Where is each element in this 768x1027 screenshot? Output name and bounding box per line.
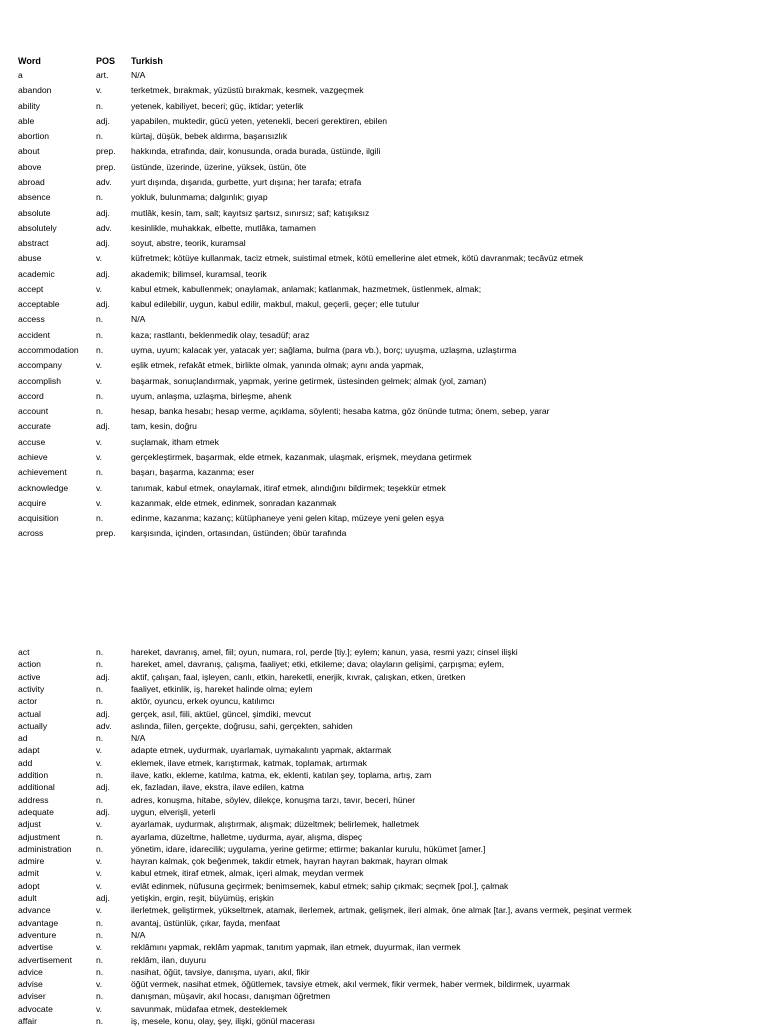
table-row <box>0 818 768 830</box>
turkish-cell: tanımak, kabul etmek, onaylamak, itiraf etmek, alındığını bildirmek; teşekkür etmek <box>131 482 446 493</box>
turkish-cell: karşısında, içinden, ortasından, üstünden; öbür tarafında <box>131 528 347 539</box>
pos-cell: adj. <box>96 893 110 903</box>
pos-cell: v. <box>96 497 103 508</box>
pos-cell: n. <box>96 329 104 340</box>
word-cell: ad <box>18 733 28 744</box>
turkish-cell: kaza; rastlantı, beklenmedik olay, tesadüf; araz <box>131 329 310 340</box>
word-cell: advocate <box>18 1003 53 1014</box>
pos-cell: v. <box>96 745 103 756</box>
turkish-cell: ayarlama, düzeltme, halletme, uydurma, ayar, alışma, dispeç <box>131 831 363 842</box>
table-row <box>0 69 768 81</box>
word-cell: adjustment <box>18 831 61 842</box>
turkish-cell: uygun, elverişli, yeterli <box>131 806 216 817</box>
pos-cell: art. <box>96 70 109 80</box>
word-cell: active <box>18 671 41 682</box>
pos-cell: n. <box>96 794 104 805</box>
pos-cell: v. <box>96 819 103 830</box>
table-row <box>0 344 768 356</box>
table-row <box>0 420 768 432</box>
turkish-cell: uyma, uyum; kalacak yer, yatacak yer; sağlama, bulma (para vb.), borç; uyuşma, uzlaşma, uzlaştırma <box>131 345 517 356</box>
table-row <box>0 806 768 818</box>
word-cell: abortion <box>18 131 50 142</box>
word-cell: acknowledge <box>18 482 69 493</box>
turkish-cell: başarı, başarma, kazanma; eser <box>131 467 255 478</box>
table-row <box>0 191 768 203</box>
word-cell: access <box>18 314 45 325</box>
word-cell: accuse <box>18 436 46 447</box>
table-row <box>0 769 768 781</box>
pos-cell: adj. <box>96 115 110 126</box>
pos-cell: v. <box>96 905 103 916</box>
turkish-cell: yönetim, idare, idarecilik; uygulama, yerine getirme; ettirme; bakanlar kurulu, hükümet [amer.] <box>131 843 486 854</box>
pos-cell: v. <box>96 868 103 879</box>
word-cell: adult <box>18 893 37 903</box>
pos-cell: adv. <box>96 176 112 187</box>
turkish-cell: yapabilen, muktedir, gücü yeten, yetenekli, beceri gerektiren, ebilen <box>131 115 388 126</box>
word-cell: accompany <box>18 360 62 371</box>
table-row <box>0 720 768 732</box>
word-cell: adapt <box>18 745 40 756</box>
table-row <box>0 658 768 670</box>
pos-cell: prep. <box>96 161 116 172</box>
table-row <box>0 512 768 524</box>
table-row <box>0 313 768 325</box>
turkish-column-header: Turkish <box>131 56 163 66</box>
table-row <box>0 329 768 341</box>
turkish-cell: reklâm, ilan, duyuru <box>131 954 206 965</box>
word-cell: advertise <box>18 942 53 953</box>
word-cell: admit <box>18 868 40 879</box>
pos-cell: v. <box>96 856 103 867</box>
turkish-cell: hareket, davranış, amel, fiil; oyun, numara, rol, perde [tiy.]; eylem; kanun, yasa, resmi yazı; cinsel ilişki <box>131 647 518 657</box>
table-row <box>0 695 768 707</box>
word-cell: advance <box>18 905 51 916</box>
pos-cell: adj. <box>96 421 110 432</box>
turkish-cell: faaliyet, etkinlik, iş, hareket halinde olma; eylem <box>131 683 313 694</box>
pos-cell: n. <box>96 406 104 417</box>
table-row <box>0 917 768 929</box>
turkish-cell: aktör, oyuncu, erkek oyuncu, katılımcı <box>131 696 275 707</box>
table-row <box>0 954 768 966</box>
turkish-cell: ilave, katkı, ekleme, katılma, katma, ek, eklenti, katılan şey, toplama, artış, zam <box>131 770 432 780</box>
turkish-cell: N/A <box>131 733 146 744</box>
word-cell: across <box>18 528 44 539</box>
turkish-cell: suçlamak, itham etmek <box>131 436 219 447</box>
table-row <box>0 436 768 448</box>
table-row <box>0 880 768 892</box>
pos-cell: n. <box>96 1016 104 1026</box>
pos-cell: n. <box>96 733 104 744</box>
pos-cell: n. <box>96 683 104 694</box>
word-cell: adequate <box>18 806 54 817</box>
word-cell: additional <box>18 782 55 793</box>
turkish-cell: mutlâk, kesin, tam, salt; kayıtsız şartsız, sınırsız; saf; katışıksız <box>131 207 370 218</box>
turkish-cell: reklâmını yapmak, reklâm yapmak, tanıtım yapmak, ilan etmek, duyurmak, ilan vermek <box>131 942 461 953</box>
turkish-cell: yokluk, bulunmama; dalgınlık; gıyap <box>131 192 268 203</box>
pos-cell: adv. <box>96 222 112 233</box>
pos-cell: prep. <box>96 528 116 539</box>
pos-cell: n. <box>96 991 104 1002</box>
word-cell: about <box>18 146 40 157</box>
pos-cell: n. <box>96 192 104 203</box>
turkish-cell: hayran kalmak, çok beğenmek, takdir etmek, hayran hayran bakmak, hayran olmak <box>131 856 448 867</box>
turkish-cell: adres, konuşma, hitabe, söylev, dilekçe, konuşma tarzı, tavır, beceri, hüner <box>131 794 416 805</box>
turkish-cell: ek, fazladan, ilave, ekstra, ilave edilen, katma <box>131 782 304 793</box>
pos-cell: n. <box>96 696 104 707</box>
turkish-cell: gerçek, asıl, fiili, aktüel, güncel, şimdiki, mevcut <box>131 708 312 719</box>
table-row <box>0 831 768 843</box>
table-row <box>0 732 768 744</box>
word-cell: accommodation <box>18 345 79 356</box>
turkish-cell: kabul edilebilir, uygun, kabul edilir, makbul, makul, geçerli, geçer; elle tutulur <box>131 299 420 310</box>
turkish-cell: savunmak, müdafaa etmek, desteklemek <box>131 1003 288 1014</box>
word-cell: accident <box>18 329 51 340</box>
table-row <box>0 794 768 806</box>
table-row <box>0 527 768 539</box>
turkish-cell: soyut, abstre, teorik, kuramsal <box>131 238 246 249</box>
table-row <box>0 683 768 695</box>
table-row <box>0 978 768 990</box>
pos-cell: n. <box>96 513 104 524</box>
pos-cell: n. <box>96 954 104 965</box>
turkish-cell: yetişkin, ergin, reşit, büyümüş, erişkin <box>131 893 274 903</box>
word-cell: advice <box>18 966 43 977</box>
table-row <box>0 100 768 112</box>
table-row <box>0 867 768 879</box>
pos-cell: n. <box>96 831 104 842</box>
turkish-cell: tam, kesin, doğru <box>131 421 197 432</box>
pos-cell: v. <box>96 482 103 493</box>
word-cell: admire <box>18 856 45 867</box>
word-cell: absence <box>18 192 51 203</box>
word-cell: act <box>18 647 30 657</box>
word-cell: a <box>18 70 23 80</box>
pos-cell: v. <box>96 253 103 264</box>
word-cell: adopt <box>18 880 40 891</box>
turkish-cell: eklemek, ilave etmek, karıştırmak, katmak, toplamak, artırmak <box>131 757 367 768</box>
turkish-cell: adapte etmek, uydurmak, uyarlamak, uymakalıntı yapmak, aktarmak <box>131 745 392 756</box>
turkish-cell: aslında, fiilen, gerçekte, doğrusu, sahi, gerçekten, sahiden <box>131 720 353 731</box>
word-column-header: Word <box>18 56 41 66</box>
table-row <box>0 855 768 867</box>
word-cell: ability <box>18 100 40 111</box>
turkish-cell: nasihat, öğüt, tavsiye, danışma, uyarı, akıl, fikir <box>131 966 310 977</box>
table-row <box>0 176 768 188</box>
pos-cell: adj. <box>96 806 110 817</box>
table-row <box>0 892 768 904</box>
turkish-cell: uyum, anlaşma, uzlaşma, birleşme, ahenk <box>131 390 292 401</box>
turkish-cell: yurt dışında, dışarıda, gurbette, yurt dışına; her tarafa; etrafa <box>131 176 362 187</box>
pos-cell: adj. <box>96 671 110 682</box>
table-row <box>0 283 768 295</box>
pos-cell: v. <box>96 283 103 294</box>
turkish-cell: eşlik etmek, refakât etmek, birlikte olmak, yanında olmak; aynı anda yapmak, <box>131 360 424 371</box>
table-row <box>0 390 768 402</box>
table-row <box>0 929 768 941</box>
pos-cell: n. <box>96 659 104 670</box>
table-row <box>0 451 768 463</box>
word-cell: absolutely <box>18 222 57 233</box>
turkish-cell: iş, mesele, konu, olay, şey, ilişki, gönül macerası <box>131 1016 316 1026</box>
turkish-cell: kürtaj, düşük, bebek aldırma, başarısızlık <box>131 131 288 142</box>
table-row <box>0 115 768 127</box>
pos-cell: adj. <box>96 238 110 249</box>
word-cell: actual <box>18 708 41 719</box>
pos-cell: n. <box>96 917 104 928</box>
turkish-cell: hesap, banka hesabı; hesap verme, açıklama, söylenti; hesaba katma, göz önünde tutma; önem, sebep, yarar <box>131 406 550 417</box>
table-row <box>0 1003 768 1015</box>
pos-cell: prep. <box>96 146 116 157</box>
turkish-cell: yetenek, kabiliyet, beceri; güç, iktidar; yeterlik <box>131 100 304 111</box>
word-cell: affair <box>18 1016 37 1026</box>
turkish-cell: başarmak, sonuçlandırmak, yapmak, yerine getirmek, üstesinden gelmek; almak (yol, zaman) <box>131 375 487 386</box>
word-cell: adjust <box>18 819 41 830</box>
pos-cell: v. <box>96 880 103 891</box>
word-cell: add <box>18 757 33 768</box>
table-row <box>0 207 768 219</box>
table-row <box>0 405 768 417</box>
pos-cell: v. <box>96 436 103 447</box>
pos-cell: n. <box>96 647 104 657</box>
pos-cell: v. <box>96 452 103 462</box>
word-cell: abandon <box>18 85 52 96</box>
pos-cell: adj. <box>96 782 110 793</box>
turkish-cell: avantaj, üstünlük, çıkar, fayda, menfaat <box>131 917 281 928</box>
turkish-cell: gerçekleştirmek, başarmak, elde etmek, kazanmak, ulaşmak, erişmek, meydana getirmek <box>131 452 472 462</box>
word-cell: academic <box>18 268 55 279</box>
word-cell: advertisement <box>18 954 72 965</box>
table-row <box>0 161 768 173</box>
word-cell: accurate <box>18 421 51 432</box>
turkish-cell: N/A <box>131 314 146 325</box>
table-row <box>0 744 768 756</box>
turkish-cell: kabul etmek, itiraf etmek, almak, içeri almak, meydan vermek <box>131 868 364 879</box>
word-cell: abuse <box>18 253 42 264</box>
word-cell: advise <box>18 979 43 990</box>
table-row <box>0 145 768 157</box>
word-cell: accord <box>18 390 44 401</box>
word-cell: adventure <box>18 929 57 940</box>
turkish-cell: N/A <box>131 70 146 80</box>
pos-cell: v. <box>96 942 103 953</box>
table-row <box>0 268 768 280</box>
turkish-cell: danışman, müşavir, akıl hocası, danışman öğretmen <box>131 991 331 1002</box>
table-row <box>0 482 768 494</box>
table-row <box>0 781 768 793</box>
table-row <box>0 1015 768 1027</box>
turkish-cell: hakkında, etrafında, dair, konusunda, orada burada, üstünde, ilgili <box>131 146 381 157</box>
turkish-cell: evlât edinmek, nüfusuna geçirmek; benimsemek, kabul etmek; sahip çıkmak; seçmek [pol.], çalmak <box>131 880 509 891</box>
word-cell: abstract <box>18 238 49 249</box>
word-cell: acquire <box>18 497 47 508</box>
table-row <box>0 497 768 509</box>
turkish-cell: edinme, kazanma; kazanç; kütüphaneye yeni gelen kitap, müzeye yeni gelen eşya <box>131 513 444 524</box>
word-cell: administration <box>18 843 72 854</box>
table-row <box>0 990 768 1002</box>
turkish-cell: küfretmek; kötüye kullanmak, taciz etmek, suistimal etmek, kötü emellerine alet etmek, kötü davranmak; tecâvüz etmek <box>131 253 584 264</box>
word-cell: absolute <box>18 207 51 218</box>
pos-cell: n. <box>96 345 104 356</box>
pos-cell: n. <box>96 314 104 325</box>
turkish-cell: kazanmak, elde etmek, edinmek, sonradan kazanmak <box>131 497 337 508</box>
pos-cell: n. <box>96 131 104 142</box>
word-cell: achieve <box>18 452 48 462</box>
table-row <box>0 252 768 264</box>
pos-cell: v. <box>96 757 103 768</box>
turkish-cell: öğüt vermek, nasihat etmek, öğütlemek, tavsiye etmek, akıl vermek, fikir vermek, haber vermek, bildirmek, uyarmak <box>131 979 570 990</box>
table-row <box>0 222 768 234</box>
table-row <box>0 843 768 855</box>
table-row <box>0 84 768 96</box>
turkish-cell: ayarlamak, uydurmak, alıştırmak, alışmak; düzeltmek; belirlemek, halletmek <box>131 819 419 830</box>
table-row <box>0 237 768 249</box>
table-row <box>0 298 768 310</box>
pos-cell: adj. <box>96 708 110 719</box>
pos-cell: v. <box>96 375 103 386</box>
pos-cell: n. <box>96 966 104 977</box>
table-row <box>0 359 768 371</box>
word-cell: accomplish <box>18 375 61 386</box>
word-cell: advantage <box>18 917 59 928</box>
turkish-cell: aktif, çalışan, faal, işleyen, canlı, etkin, hareketli, enerjik, kıvrak, çalışkan, etken, üretken <box>131 671 466 682</box>
turkish-cell: hareket, amel, davranış, çalışma, faaliyet; etki, etkileme; dava; olayların gelişimi, çarpışma; eylem, <box>131 659 505 670</box>
pos-cell: n. <box>96 390 104 401</box>
table-row <box>0 671 768 683</box>
table-row <box>0 375 768 387</box>
pos-cell: n. <box>96 770 104 780</box>
table-row <box>0 904 768 916</box>
word-cell: above <box>18 161 42 172</box>
word-cell: adviser <box>18 991 46 1002</box>
word-cell: acceptable <box>18 299 60 310</box>
pos-column-header: POS <box>96 56 116 66</box>
pos-cell: adj. <box>96 268 110 279</box>
pos-cell: adj. <box>96 299 110 310</box>
turkish-cell: akademik; bilimsel, kuramsal, teorik <box>131 268 267 279</box>
table-row <box>0 466 768 478</box>
turkish-cell: üstünde, üzerinde, üzerine, yüksek, üstün, öte <box>131 161 307 172</box>
word-cell: abroad <box>18 176 45 187</box>
table-row <box>0 941 768 953</box>
word-cell: account <box>18 406 49 417</box>
table-row <box>0 757 768 769</box>
pos-cell: v. <box>96 1003 103 1014</box>
word-cell: accept <box>18 283 44 294</box>
pos-cell: v. <box>96 360 103 371</box>
pos-cell: v. <box>96 85 103 96</box>
table-row <box>0 130 768 142</box>
word-cell: actor <box>18 696 38 707</box>
pos-cell: v. <box>96 979 103 990</box>
turkish-cell: terketmek, bırakmak, yüzüstü bırakmak, kesmek, vazgeçmek <box>131 85 364 96</box>
turkish-cell: N/A <box>131 929 146 940</box>
turkish-cell: kesinlikle, muhakkak, elbette, mutlâka, tamamen <box>131 222 316 233</box>
word-cell: activity <box>18 683 45 694</box>
word-cell: able <box>18 115 35 126</box>
turkish-cell: kabul etmek, kabullenmek; onaylamak, anlamak; katlanmak, hazmetmek, üstlenmek, almak; <box>131 283 482 294</box>
word-cell: addition <box>18 770 49 780</box>
pos-cell: adj. <box>96 207 110 218</box>
pos-cell: adv. <box>96 720 112 731</box>
table-row <box>0 966 768 978</box>
pos-cell: n. <box>96 100 104 111</box>
turkish-cell: ilerletmek, geliştirmek, yükseltmek, atamak, ilerlemek, artmak, gelişmek, ileri almak, öne almak [tar.], avans vermek, peşinat vermek <box>131 905 632 916</box>
word-cell: achievement <box>18 467 67 478</box>
word-cell: address <box>18 794 49 805</box>
table-row <box>0 646 768 658</box>
pos-cell: n. <box>96 929 104 940</box>
word-cell: action <box>18 659 41 670</box>
word-cell: acquisition <box>18 513 59 524</box>
table-row <box>0 708 768 720</box>
pos-cell: n. <box>96 843 104 854</box>
word-cell: actually <box>18 720 48 731</box>
pos-cell: n. <box>96 467 104 478</box>
